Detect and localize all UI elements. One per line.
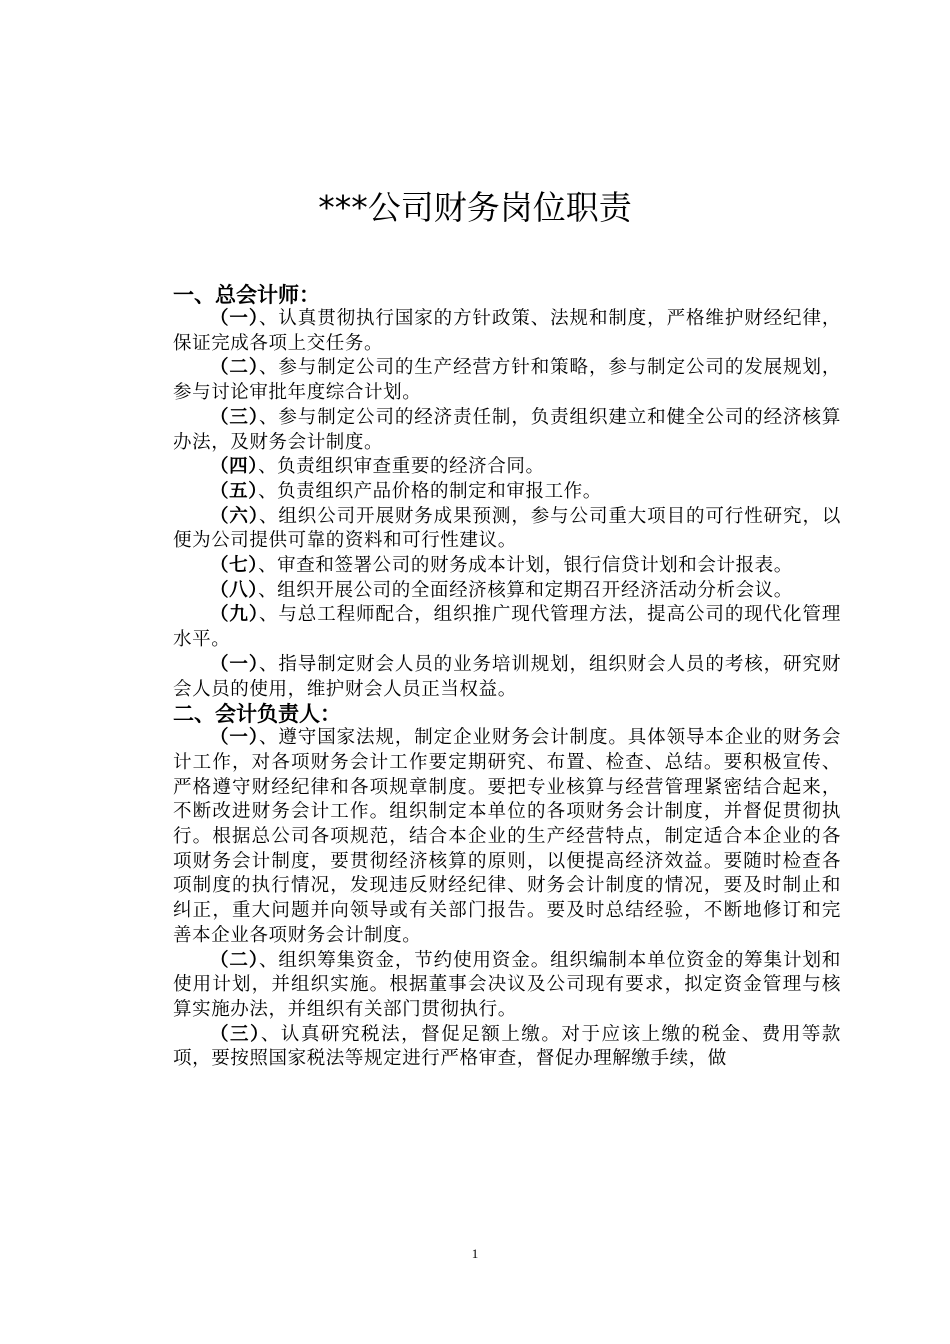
item-number: （七） xyxy=(210,555,259,577)
paragraph xyxy=(173,406,841,455)
item-number: （四） xyxy=(210,456,259,478)
section-heading: 二、会计负责人： xyxy=(173,702,341,727)
item-number: （二） xyxy=(210,949,259,971)
item-text: 、负责组织产品价格的制定和审报工作。 xyxy=(258,480,602,502)
document-title: ***公司财务岗位职责 xyxy=(318,188,632,227)
item-number: （三） xyxy=(210,1023,261,1045)
page-number: 1 xyxy=(471,1246,479,1261)
item-number: （一） xyxy=(210,653,259,675)
item-text: 、指导制定财会人员的业务培训规划，组织财会人员的考核，研究财会人员的使用，维护财会人员正当权益。 xyxy=(173,653,841,700)
paragraph xyxy=(173,603,841,652)
item-text: 、组织筹集资金，节约使用资金。组织编制本单位资金的筹集计划和使用计划，并组织实施。根据董事会决议及公司现有要求，拟定资金管理与核算实施办法，并组织有关部门贯彻执行。 xyxy=(173,949,841,1020)
paragraph xyxy=(173,554,841,579)
paragraph xyxy=(173,505,841,554)
item-text: 、遵守国家法规，制定企业财务会计制度。具体领导本企业的财务会计工作，对各项财务会计工作要定期研究、布置、检查、总结。要积极宣传、严格遵守财经纪律和各项规章制度。要把专业核算与经营管理紧密结合起来，不断改进财务会计工作。组织制定本单位的各项财务会计制度，并督促贯彻执行。根据总公司各项规范，结合本企业的生产经营特点，制定适合本企业的各项财务会计制度，要贯彻经济核算的原则，以便提高经济效益。要随时检查各项制度的执行情况，发现违反财经纪律、财务会计制度的情况，要及时制止和纠正，重大问题并向领导或有关部门报告。要及时总结经验，不断地修订和完善本企业各项财务会计制度。 xyxy=(173,727,841,946)
item-number: （六） xyxy=(210,505,259,527)
item-number: （八） xyxy=(210,579,259,601)
paragraph xyxy=(173,356,841,405)
item-text: 、认真研究税法，督促足额上缴。对于应该上缴的税金、费用等款项，要按照国家税法等规定进行严格审查，督促办理解缴手续，做 xyxy=(173,1023,841,1070)
item-text: 、与总工程师配合，组织推广现代管理方法，提高公司的现代化管理水平。 xyxy=(173,604,841,651)
item-text: 、负责组织审查重要的经济合同。 xyxy=(258,456,545,478)
item-number: （三） xyxy=(210,406,259,428)
item-text: 、认真贯彻执行国家的方针政策、法规和制度，严格维护财经纪律，保证完成各项上交任务。 xyxy=(173,308,841,354)
item-number: （九） xyxy=(210,604,259,626)
section-heading: 一、总会计师： xyxy=(173,283,320,307)
item-text: 、组织公司开展财务成果预测，参与公司重大项目的可行性研究，以便为公司提供可靠的资料和可行性建议。 xyxy=(173,505,841,552)
item-number: （五） xyxy=(210,480,259,502)
item-text: 、组织开展公司的全面经济核算和定期召开经济活动分析会议。 xyxy=(258,579,793,601)
item-number: （二） xyxy=(210,357,259,379)
paragraph xyxy=(173,949,841,1023)
paragraph xyxy=(173,1023,841,1072)
document-body xyxy=(173,283,841,1072)
item-text: 、审查和签署公司的财务成本计划，银行信贷计划和会计报表。 xyxy=(258,555,793,577)
paragraph xyxy=(173,455,841,480)
paragraph xyxy=(173,726,841,948)
item-text: 、参与制定公司的经济责任制，负责组织建立和健全公司的经济核算办法，及财务会计制度。 xyxy=(173,406,841,453)
paragraph xyxy=(173,653,841,702)
item-number: （一） xyxy=(210,727,259,749)
item-number: （一） xyxy=(210,308,259,329)
paragraph xyxy=(173,579,841,604)
paragraph xyxy=(173,480,841,505)
item-text: 、参与制定公司的生产经营方针和策略，参与制定公司的发展规划，参与讨论审批年度综合计划。 xyxy=(173,357,841,404)
paragraph xyxy=(173,307,841,356)
